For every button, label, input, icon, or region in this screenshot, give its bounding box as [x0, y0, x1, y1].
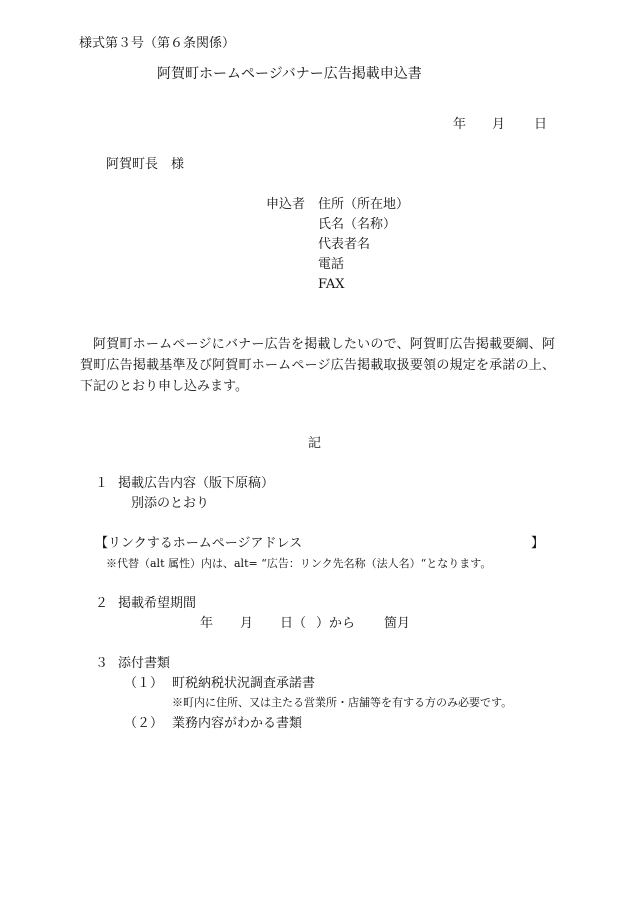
- period-month: 月: [240, 616, 254, 631]
- link-address-close: 】: [531, 536, 545, 551]
- document-title: 阿賀町ホームページバナー広告掲載申込書: [157, 66, 422, 82]
- section-1-number: １: [95, 476, 109, 491]
- applicant-phone: 電話: [318, 257, 345, 272]
- section-1-sub: 別添のとおり: [131, 496, 210, 511]
- section-1-heading: 掲載広告内容（版下原稿）: [118, 476, 275, 491]
- addressee: 阿賀町長 様: [106, 157, 185, 172]
- form-number: 様式第３号（第６条関係）: [79, 36, 236, 51]
- section-2-heading: 掲載希望期間: [118, 596, 197, 611]
- date-year: 年: [453, 117, 467, 132]
- attachment-2-label: 業務内容がわかる書類: [172, 716, 303, 731]
- ki-heading: 記: [308, 436, 322, 451]
- section-3-number: ３: [95, 656, 109, 671]
- link-address-open: 【リンクするホームページアドレス: [95, 536, 303, 551]
- attachment-1-label: 町税納税状況調査承諾書: [172, 676, 316, 691]
- section-2-number: ２: [95, 596, 109, 611]
- attachment-1-number: （１）: [124, 676, 164, 691]
- period-year: 年: [200, 616, 214, 631]
- applicant-address: 住所（所在地）: [318, 197, 410, 212]
- date-month: 月: [492, 117, 506, 132]
- applicant-representative: 代表者名: [318, 237, 371, 252]
- link-address-note: ※代替（alt 属性）内は、alt= “広告：リンク先名称（法人名）“となります。: [106, 557, 492, 570]
- period-months: 箇月: [384, 616, 411, 631]
- date-day: 日: [534, 117, 548, 132]
- applicant-fax: FAX: [318, 277, 345, 292]
- period-from: ）から: [316, 616, 356, 631]
- applicant-label: 申込者: [266, 197, 306, 212]
- application-statement: 阿賀町ホームページにバナー広告を掲載したいので、阿賀町広告掲載要綱、阿賀町広告掲載基準及び阿賀町ホームページ広告掲載取扱要領の規定を承諾の上、下記のとおり申し込みます。: [80, 337, 555, 394]
- period-day: 日（: [280, 616, 307, 631]
- applicant-name: 氏名（名称）: [318, 217, 397, 232]
- attachment-2-number: （２）: [124, 716, 164, 731]
- attachment-1-note: ※町内に住所、又は主たる営業所・店舗等を有する方のみ必要です。: [172, 696, 513, 709]
- section-3-heading: 添付書類: [118, 656, 171, 671]
